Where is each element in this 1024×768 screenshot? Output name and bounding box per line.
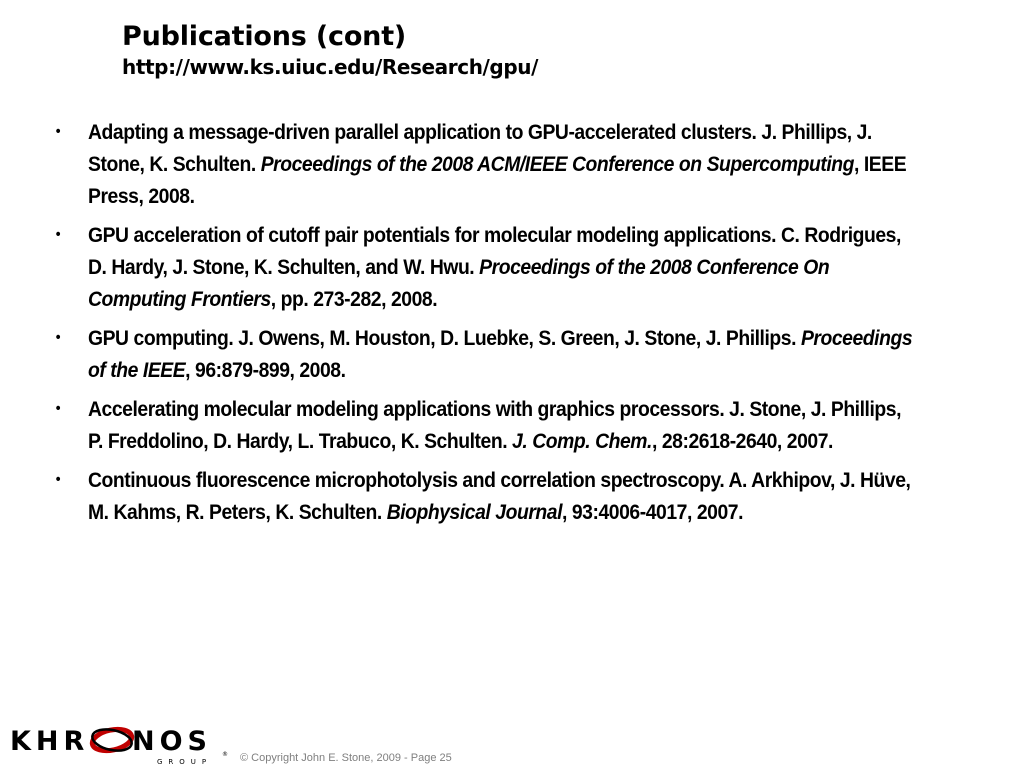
- publication-venue: Biophysical Journal: [386, 500, 563, 524]
- logo-text-nos: NOS: [132, 726, 212, 757]
- publication-text: GPU computing. J. Owens, M. Houston, D. Luebke, S. Green, J. Stone, J. Phillips.: [88, 326, 801, 350]
- publication-item: [52, 464, 916, 528]
- logo-text-kh: KHR: [10, 726, 90, 757]
- publication-tail: , pp. 273-282, 2008.: [270, 287, 438, 311]
- bullet-icon: •: [55, 400, 61, 417]
- publication-venue: Proceedings of the IEEE: [88, 326, 913, 382]
- khronos-logo: [10, 726, 230, 766]
- svg-text:NOS: [132, 726, 212, 757]
- copyright-text: © Copyright John E. Stone, 2009 - Page 25: [240, 752, 452, 764]
- bullet-icon: •: [55, 226, 61, 243]
- publication-venue: J. Comp. Chem.: [512, 429, 652, 453]
- bullet-icon: •: [55, 329, 61, 346]
- slide-footer: [0, 712, 1024, 768]
- publication-text: GPU acceleration of cutoff pair potentials for molecular modeling applications. C. Rodrigues, D. Hardy, J. Stone, K. Schulten, and W. Hwu.: [88, 223, 901, 279]
- publication-tail: , IEEE Press, 2008.: [88, 152, 907, 208]
- publication-text: Continuous fluorescence microphotolysis and correlation spectroscopy. A. Arkhipov, J. Hüve, M. Kahms, R. Peters, K. Schulten.: [88, 468, 911, 524]
- publication-item: [52, 393, 916, 457]
- publication-tail: , 96:879-899, 2008.: [185, 358, 346, 382]
- logo-trademark: ®: [222, 751, 228, 758]
- bullet-icon: •: [55, 471, 61, 488]
- bullet-icon: •: [55, 123, 61, 140]
- publication-item: [52, 219, 916, 315]
- publication-venue: Proceedings of the 2008 Conference On Computing Frontiers: [88, 255, 830, 311]
- logo-ring-icon: [90, 726, 133, 754]
- publication-tail: , 28:2618-2640, 2007.: [651, 429, 833, 453]
- publication-venue: Proceedings of the 2008 ACM/IEEE Conference on Supercomputing: [260, 152, 854, 176]
- slide-title-block: [122, 20, 982, 80]
- publication-list: [52, 116, 913, 535]
- slide-subtitle-url: http://www.ks.uiuc.edu/Research/gpu/: [122, 55, 539, 79]
- publication-item: [52, 322, 916, 386]
- publication-item: [52, 116, 916, 212]
- svg-text:KHR: [10, 726, 89, 757]
- slide-title: Publications (cont): [122, 21, 407, 52]
- logo-wordmark: [10, 726, 228, 766]
- publication-tail: , 93:4006-4017, 2007.: [562, 500, 744, 524]
- logo-subtext: GROUP: [157, 758, 213, 766]
- publication-text: Accelerating molecular modeling applications with graphics processors. J. Stone, J. Phillips, P. Freddolino, D. Hardy, L. Trabuco, K. Schulten.: [88, 397, 902, 453]
- publication-text: Adapting a message-driven parallel application to GPU-accelerated clusters. J. Phillips, J. Stone, K. Schulten.: [88, 120, 872, 176]
